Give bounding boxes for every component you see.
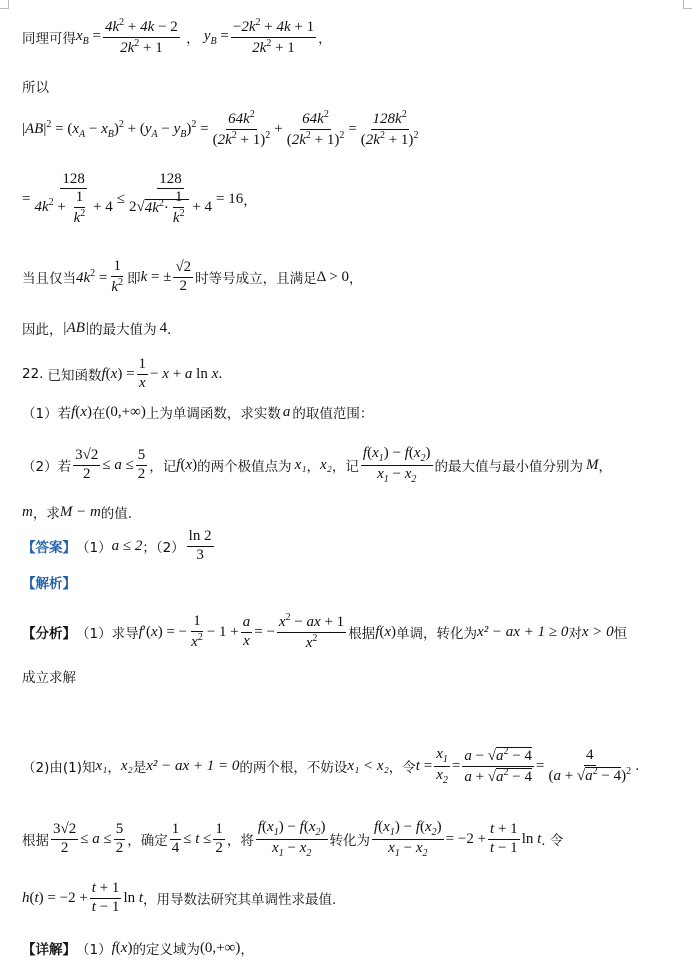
fraction-128-left: 128 $4k^2$ + $\frac{1}{k^2}$ + 4	[34, 171, 113, 226]
question-22: 22. 已知函数 f(x) = $\frac{1}{x}$ − x + a ln x .	[22, 356, 223, 391]
part2b-line: 根据 $\frac{3√2}{2}$ ≤ a ≤ $\frac{5}{2}$ ，确定 $\frac{1}{4}$ ≤ t ≤ $\frac{1}{2}$ ，将 $\frac{f(x_1) - f(x_2)}{x_1 - x_2}$ 转化为 $\frac{f(x_1) - f(x_2)}{x_1 - x_2}$ = −2 + $\frac{t + 1}{t - 1}$ ln t . 令	[22, 819, 564, 859]
detail-line: 【详解】 （1） f(x) 的定义域为 (0,+∞) ，	[22, 939, 254, 958]
fenxi-line: 【分析】 （1）求导 f′(x) = − $\frac{1}{x^2}$ − 1 + $\frac{a}{x}$ = − $\frac{x^2 - ax + 1}{x^2}$ 根据 f(x) 单调，转化为 x² − ax + 1 ≥ 0 对 x > 0 恒	[22, 612, 628, 651]
fraction-128-right: 128 $2√4k^2\cdot$ $\frac{1}{k^2}$ + 4	[128, 171, 213, 226]
line-max-value: 因此， |AB| 的最大值为 4 ．	[22, 319, 181, 338]
question-22-part2: （2）若 $\frac{3√2}{2}$ ≤ a ≤ $\frac{5}{2}$ ，记 f(x) 的两个极值点为 x₁ ， x₂ ，记 $\frac{f(x_1) - f(x_2)}{x_1 - x_2}$ 的最大值与最小值分别为 M ，	[22, 445, 613, 485]
analysis-label: 【解析】	[22, 576, 76, 592]
formula-yb: $y_B$ =	[203, 27, 229, 47]
question-22-part1: （1）若 f(x) 在 (0,+∞) 上为单调函数，求实数 a 的取值范围：	[22, 403, 374, 422]
fenxi-cont: 成立求解	[22, 670, 76, 686]
line-inequality: = 128 $4k^2$ + $\frac{1}{k^2}$ + 4 ≤ 128 $2√4k^2\cdot$ $\frac{1}{k^2}$ + 4 = 16 ，	[22, 171, 257, 226]
fraction-yb: $\frac{-2k^2 + 4k + 1}{2k^2 + 1}$	[232, 17, 315, 56]
line-xb-yb: 同理可得 $x_B$ = $\frac{4k^2 + 4k - 2}{2k^2 + 1}$ ， $y_B$ = $\frac{-2k^2 + 4k + 1}{2k^2 + 1}$ ，	[22, 17, 332, 56]
line-ab-squared: $|AB|^2 = (x_A - x_B)^2 + (y_A - y_B)^2$ = $\frac{64k^2}{(2k^2 + 1)^2}$ + $\frac{64k^2}{(2k^2 + 1)^2}$ = $\frac{128k^2}{(2k^2 + 1)^2}$	[22, 109, 419, 148]
page-corner-mark-left	[0, 0, 9, 9]
analysis-label-line	[22, 572, 76, 592]
text-lead: 同理可得	[22, 31, 76, 47]
line-suoyi: 所以	[22, 80, 49, 96]
answer-line: 【答案】 （1） a ≤ 2 ；（2） $\frac{\ln 2}{3}$	[22, 528, 212, 563]
question-22-part2-cont: m ，求 M − m 的值.	[22, 503, 133, 522]
formula-xb: $x_B$ =	[76, 27, 101, 47]
line-equality-condition: 当且仅当 $4k^2$ = $\frac{1}{k^2}$ 即 k = ± $\frac{√2}{2}$ 时等号成立，且满足 Δ > 0 ，	[22, 258, 363, 295]
answer-label: 【答案】	[22, 540, 76, 556]
page-corner-mark-right	[683, 0, 692, 9]
fraction-xb: $\frac{4k^2 + 4k - 2}{2k^2 + 1}$	[105, 17, 178, 56]
part2-line: （2)由(1)知 x₁ ， x₂ 是 x² − ax + 1 = 0 的两个根，不妨设 x₁ < x₂ ，令 t = $\frac{x_1}{x_2}$ = $\frac{a - √a^2 - 4}{a + √a^2 - 4}$ = $\frac{4}{(a + √a^2 - 4)^2}$ .	[22, 746, 640, 786]
formula-ab-squared: $|AB|^2 = (x_A - x_B)^2 + (y_A - y_B)^2$ =	[22, 118, 209, 140]
part2c-line: h(t) = −2 + $\frac{t + 1}{t - 1}$ ln t ，用导数法研究其单调性求最值.	[22, 880, 337, 915]
